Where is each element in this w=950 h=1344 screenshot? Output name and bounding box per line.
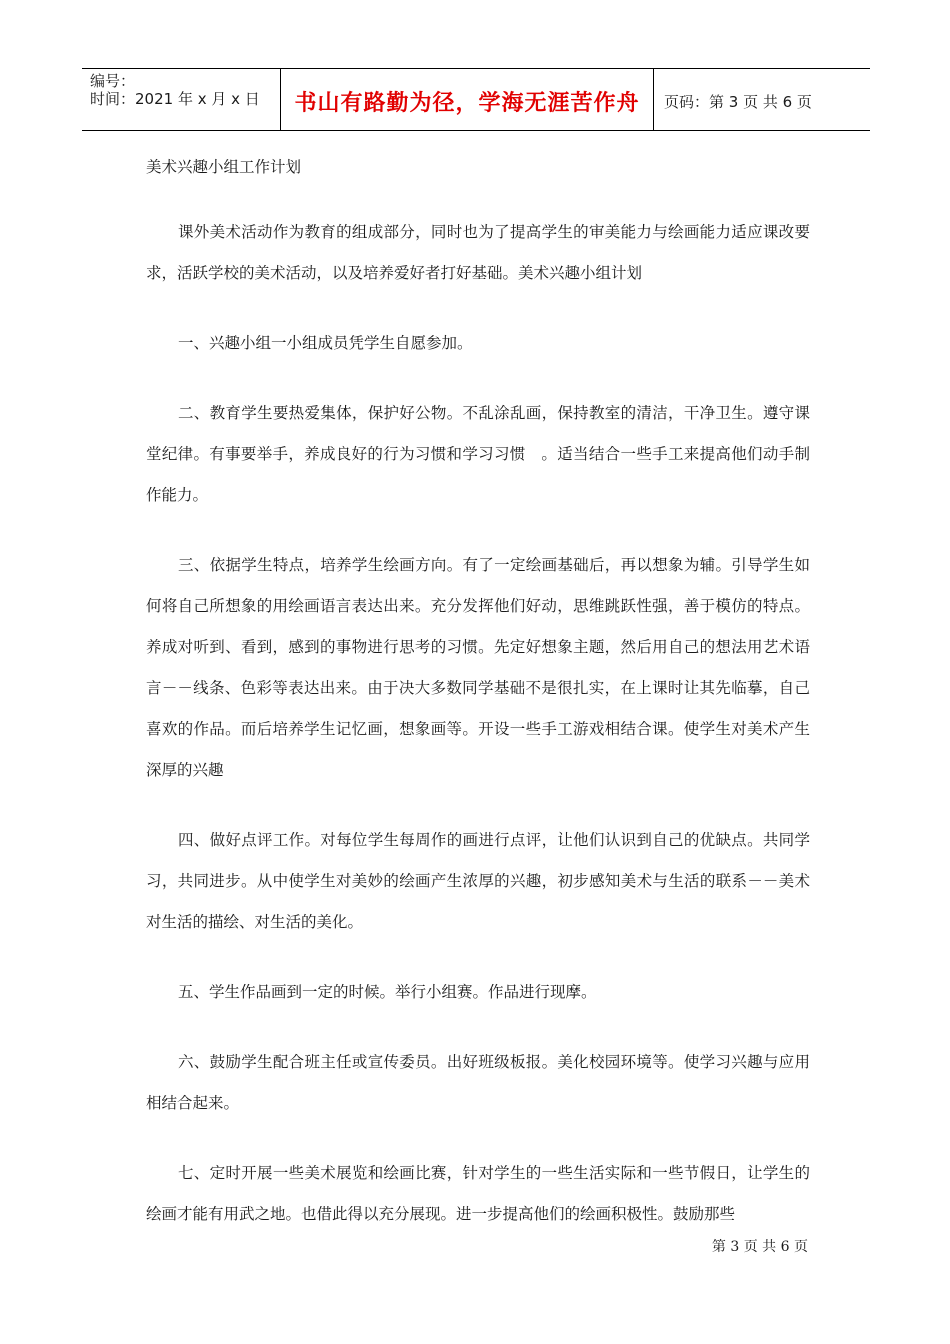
- paragraph-item-1: 一、兴趣小组一小组成员凭学生自愿参加。: [178, 334, 473, 352]
- document-title: 美术兴趣小组工作计划: [146, 158, 302, 176]
- document-body: [146, 152, 810, 1264]
- document-date: 时间：2021 年 x 月 x 日: [90, 90, 260, 108]
- paragraph-intro: 课外美术活动作为教育的组成部分，同时也为了提高学生的审美能力与绘画能力适应课改要求，活跃学校的美术活动，以及培养爱好者打好基础。美术兴趣小组计划: [146, 223, 810, 282]
- header-motto: 书山有路勤为径，学海无涯苦作舟: [281, 69, 654, 130]
- document-number-label: 编号：: [90, 72, 136, 90]
- paragraph-item-7: 七、定时开展一些美术展览和绘画比赛，针对学生的一些生活实际和一些节假日，让学生的绘画才能有用武之地。也借此得以充分展现。进一步提高他们的绘画积极性。鼓励那些: [146, 1164, 810, 1223]
- paragraph-item-6: 六、鼓励学生配合班主任或宣传委员。出好班级板报。美化校园环境等。使学习兴趣与应用相结合起来。: [146, 1053, 810, 1112]
- paragraph-item-4: 四、做好点评工作。对每位学生每周作的画进行点评，让他们认识到自己的优缺点。共同学习，共同进步。从中使学生对美妙的绘画产生浓厚的兴趣，初步感知美术与生活的联系－－美术对生活的描绘、对生活的美化。: [146, 831, 810, 931]
- header-meta-cell: [82, 69, 281, 130]
- header-page-info: 页码：第 3 页 共 6 页: [664, 93, 812, 111]
- page-header: [82, 68, 870, 131]
- page-footer: 第 3 页 共 6 页: [711, 1239, 808, 1255]
- paragraph-item-5: 五、学生作品画到一定的时候。举行小组赛。作品进行现摩。: [178, 983, 597, 1001]
- paragraph-item-3: 三、依据学生特点，培养学生绘画方向。有了一定绘画基础后，再以想象为辅。引导学生如何将自己所想象的用绘画语言表达出来。充分发挥他们好动，思维跳跃性强，善于模仿的特点。养成对听到、看到，感到的事物进行思考的习惯。先定好想象主题，然后用自己的想法用艺术语言－－线条、色彩等表达出来。由于决大多数同学基础不是很扎实，在上课时让其先临摹，自己喜欢的作品。而后培养学生记忆画，想象画等。开设一些手工游戏相结合课。使学生对美术产生深厚的兴趣: [146, 556, 810, 779]
- paragraph-item-2: 二、教育学生要热爱集体，保护好公物。不乱涂乱画，保持教室的清洁，干净卫生。遵守课堂纪律。有事要举手，养成良好的行为习惯和学习习惯 。适当结合一些手工来提高他们动手制作能力。: [146, 404, 810, 504]
